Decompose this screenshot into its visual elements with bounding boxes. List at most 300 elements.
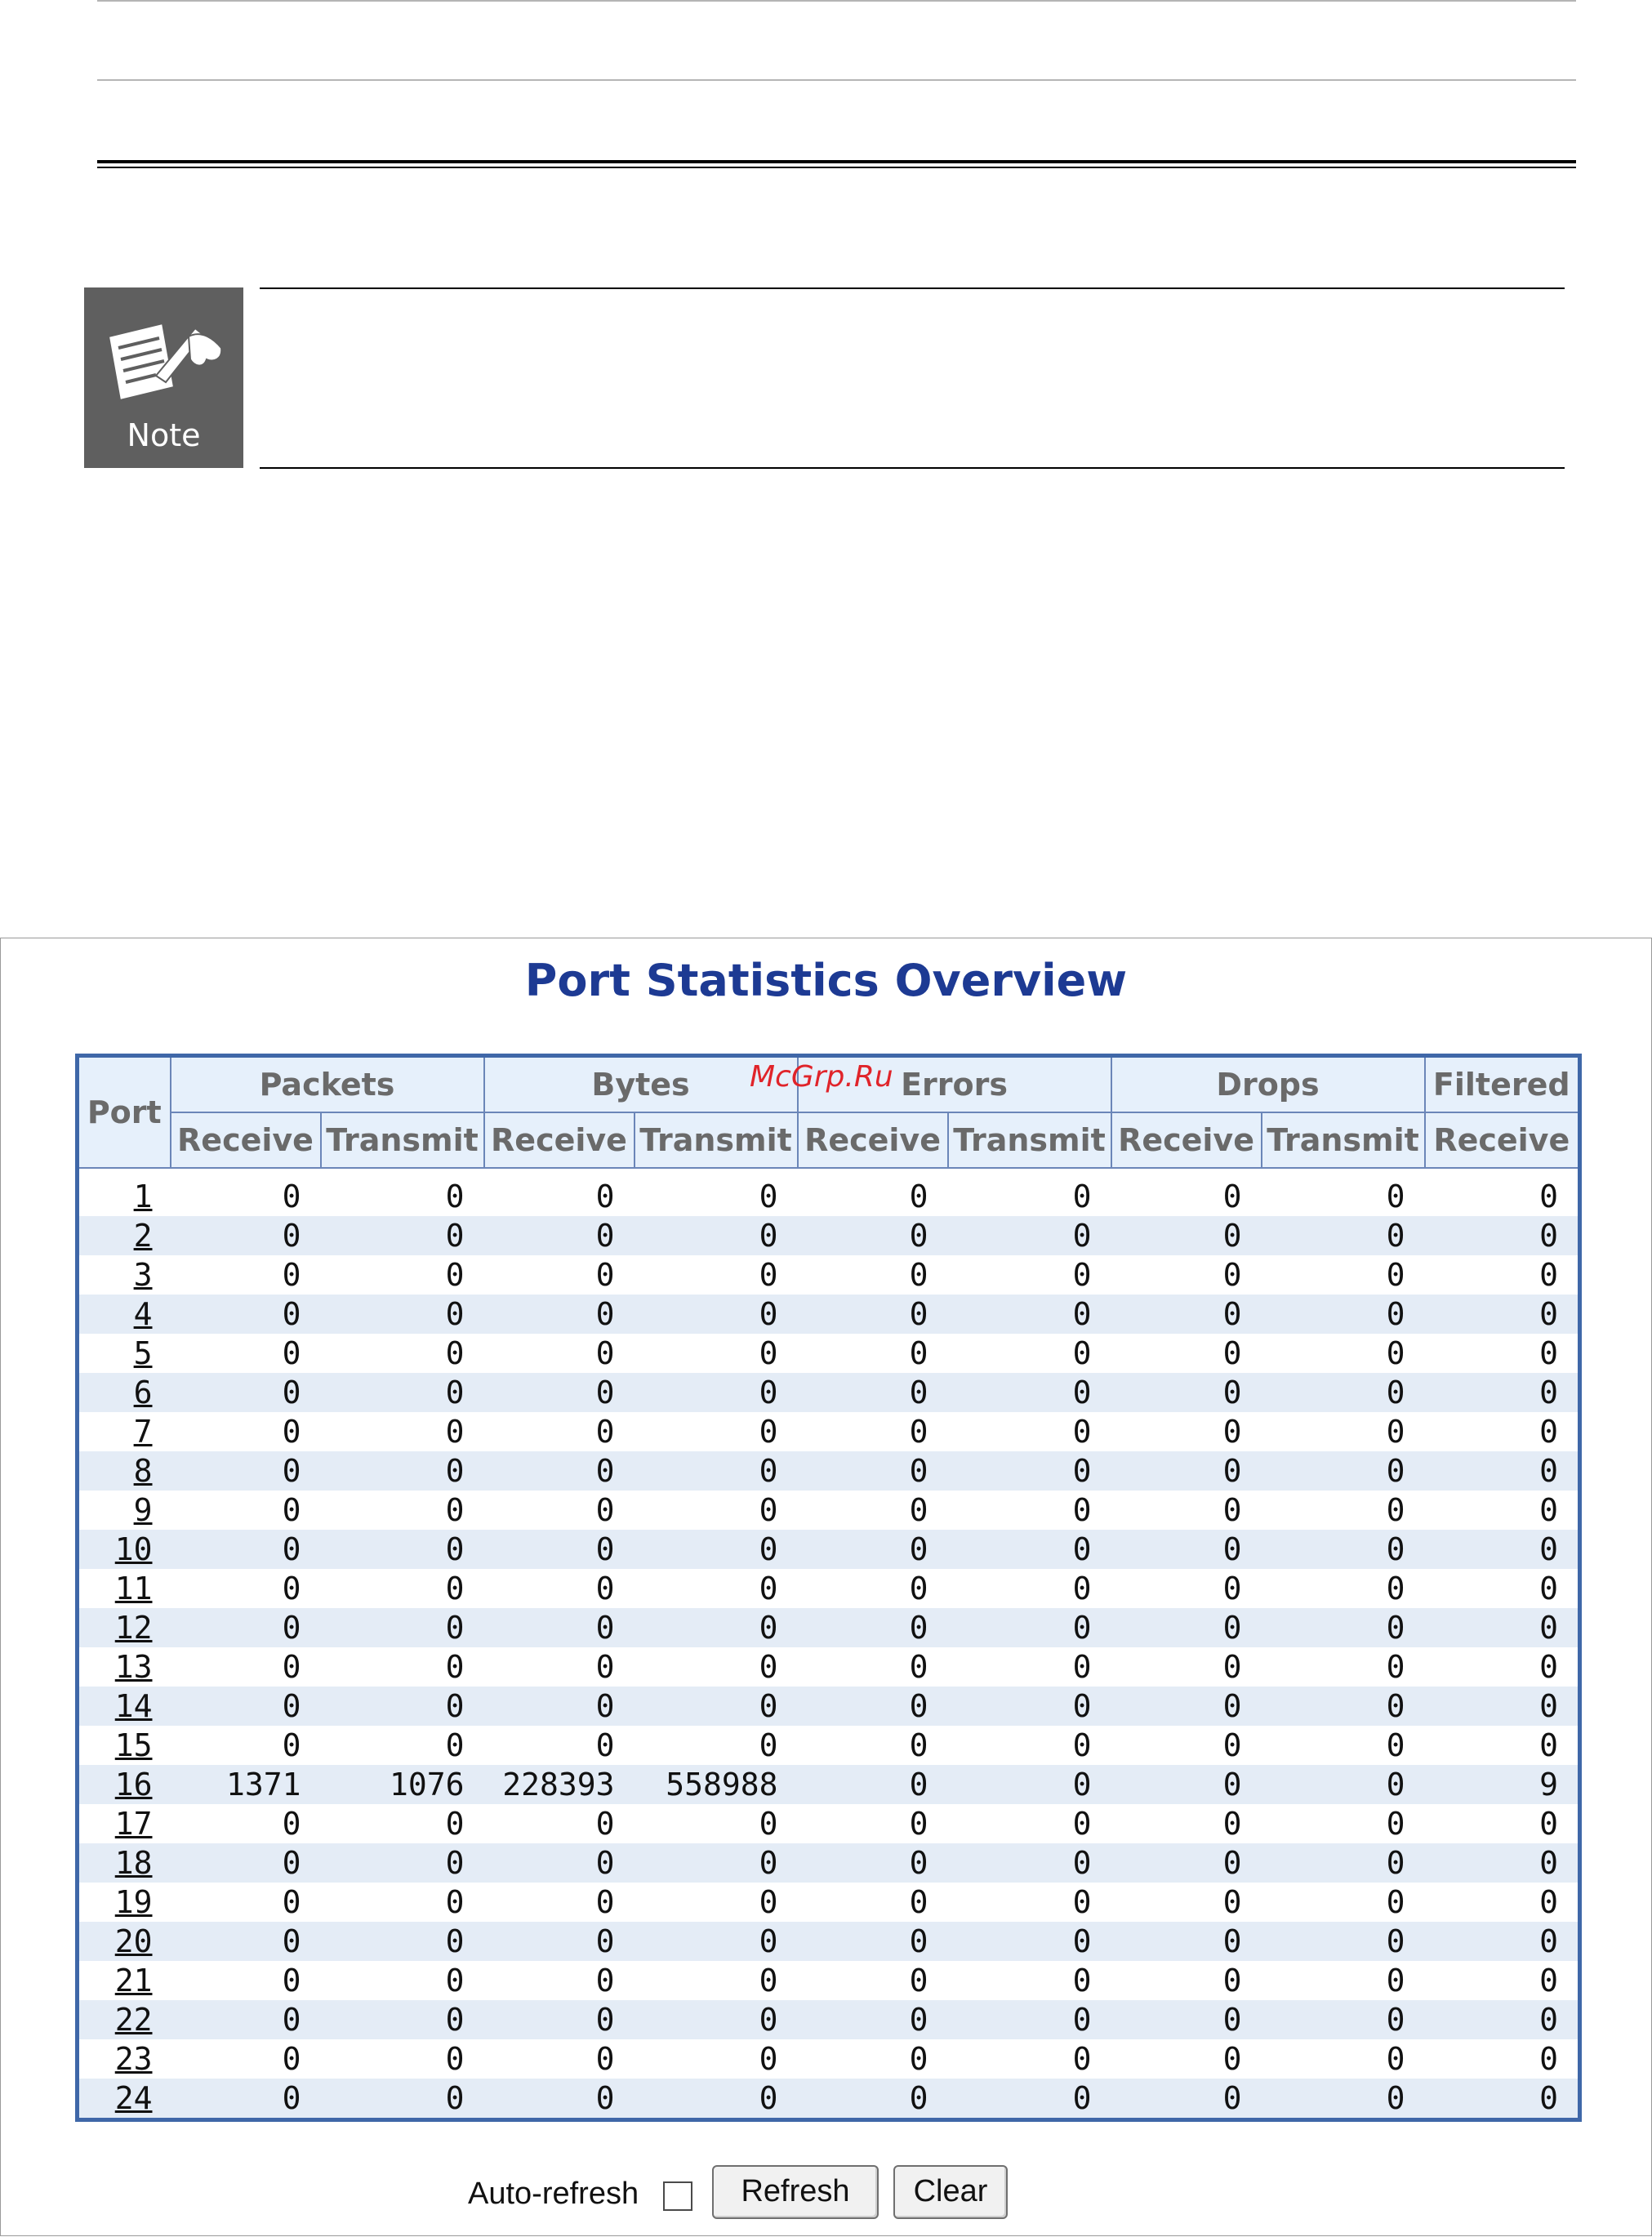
port-link[interactable]: 8 xyxy=(133,1453,153,1489)
top-divider xyxy=(97,0,1576,2)
stat-cell: 0 xyxy=(948,1451,1111,1491)
sub-header: Transmit xyxy=(321,1112,484,1168)
port-link[interactable]: 3 xyxy=(133,1257,153,1293)
stat-cell: 0 xyxy=(1386,1492,1405,1528)
table-row xyxy=(78,1726,1580,1765)
port-cell xyxy=(78,2079,171,2120)
stat-cell: 0 xyxy=(445,1335,465,1371)
stat-cell: 0 xyxy=(798,1451,948,1491)
mid-divider xyxy=(97,79,1576,81)
table-row xyxy=(78,1608,1580,1647)
stat-cell: 0 xyxy=(1386,1963,1405,1999)
stat-cell: 0 xyxy=(1386,1414,1405,1450)
stat-cell: 0 xyxy=(171,1295,321,1334)
stat-cell: 0 xyxy=(798,1216,948,1255)
port-link[interactable]: 11 xyxy=(114,1571,153,1606)
stat-cell: 0 xyxy=(635,1843,798,1883)
table-row xyxy=(78,1412,1580,1451)
port-cell xyxy=(78,1491,171,1530)
stat-cell: 0 xyxy=(1222,1257,1242,1293)
stat-cell: 0 xyxy=(595,1492,615,1528)
stat-cell: 0 xyxy=(1386,1571,1405,1606)
stat-cell: 0 xyxy=(1425,2079,1580,2120)
group-header: Drops xyxy=(1111,1056,1425,1113)
stat-cell: 0 xyxy=(595,1179,615,1214)
stat-cell: 0 xyxy=(1262,2000,1425,2039)
stat-cell: 0 xyxy=(909,1335,928,1371)
port-link[interactable]: 18 xyxy=(114,1845,153,1881)
stat-cell: 0 xyxy=(948,1608,1111,1647)
stat-cell: 0 xyxy=(1425,1530,1580,1569)
stat-cell: 0 xyxy=(321,1843,484,1883)
stat-cell: 0 xyxy=(1111,1843,1262,1883)
stat-cell: 0 xyxy=(948,1530,1111,1569)
stat-cell: 0 xyxy=(1539,1963,1559,1999)
port-cell xyxy=(78,1569,171,1608)
stat-cell: 0 xyxy=(1539,1335,1559,1371)
stat-cell: 0 xyxy=(635,2000,798,2039)
stat-cell: 0 xyxy=(798,1608,948,1647)
stat-cell: 0 xyxy=(759,1963,778,1999)
port-link[interactable]: 22 xyxy=(114,2002,153,2038)
stat-cell: 0 xyxy=(171,1373,321,1412)
stat-cell: 0 xyxy=(282,1179,301,1214)
port-cell xyxy=(78,1255,171,1295)
auto-refresh-checkbox[interactable] xyxy=(663,2181,692,2211)
table-row xyxy=(78,1961,1580,2000)
port-link[interactable]: 2 xyxy=(133,1218,153,1254)
stat-cell: 0 xyxy=(484,1843,635,1883)
port-link[interactable]: 17 xyxy=(114,1806,153,1842)
stat-cell: 0 xyxy=(948,1922,1111,1961)
stat-cell: 0 xyxy=(484,1608,635,1647)
port-link[interactable]: 13 xyxy=(114,1649,153,1685)
port-cell xyxy=(78,1334,171,1373)
stat-cell: 0 xyxy=(909,1963,928,1999)
stat-cell: 0 xyxy=(1539,1571,1559,1606)
stat-cell: 0 xyxy=(759,1806,778,1842)
watermark: McGrp.Ru xyxy=(750,1060,893,1094)
stat-cell: 0 xyxy=(445,1179,465,1214)
group-header: Errors xyxy=(798,1056,1111,1113)
stat-cell: 0 xyxy=(1539,1727,1559,1763)
port-cell xyxy=(78,1843,171,1883)
stat-cell: 0 xyxy=(798,2079,948,2120)
stat-cell: 0 xyxy=(1072,2041,1092,2077)
stat-cell: 0 xyxy=(321,1922,484,1961)
note-bottom-line xyxy=(260,467,1565,469)
stat-cell: 0 xyxy=(1222,1727,1242,1763)
stat-cell: 0 xyxy=(759,1492,778,1528)
port-cell xyxy=(78,1216,171,1255)
stat-cell: 0 xyxy=(1539,1414,1559,1450)
stat-cell: 0 xyxy=(759,2041,778,2077)
port-cell xyxy=(78,1961,171,2000)
stat-cell: 0 xyxy=(1262,1843,1425,1883)
table-row xyxy=(78,1491,1580,1530)
port-link[interactable]: 16 xyxy=(114,1767,153,1803)
stat-cell: 0 xyxy=(282,1649,301,1685)
stat-cell: 0 xyxy=(1262,1216,1425,1255)
stat-cell: 0 xyxy=(1222,1649,1242,1685)
stat-cell: 0 xyxy=(909,1727,928,1763)
stat-cell: 0 xyxy=(635,1687,798,1726)
port-link[interactable]: 14 xyxy=(114,1688,153,1724)
stat-cell: 0 xyxy=(635,1216,798,1255)
table-row xyxy=(78,1883,1580,1922)
table-row xyxy=(78,1687,1580,1726)
port-cell xyxy=(78,1608,171,1647)
stat-cell: 0 xyxy=(1111,1530,1262,1569)
stat-cell: 0 xyxy=(1425,1687,1580,1726)
port-statistics-table xyxy=(75,1054,1582,2122)
stat-cell: 0 xyxy=(1262,1765,1425,1804)
stat-cell: 0 xyxy=(1222,1414,1242,1450)
stat-cell: 0 xyxy=(1425,1922,1580,1961)
stat-cell: 0 xyxy=(171,1216,321,1255)
stat-cell: 0 xyxy=(484,1687,635,1726)
port-cell xyxy=(78,1373,171,1412)
port-cell xyxy=(78,1168,171,1216)
stat-cell: 0 xyxy=(321,1608,484,1647)
stat-cell: 0 xyxy=(635,1451,798,1491)
stat-cell: 0 xyxy=(445,1963,465,1999)
stat-cell: 0 xyxy=(1539,1649,1559,1685)
sub-header: Transmit xyxy=(1262,1112,1425,1168)
stat-cell: 0 xyxy=(282,1727,301,1763)
stat-cell: 0 xyxy=(282,2041,301,2077)
stat-cell: 0 xyxy=(1222,1492,1242,1528)
port-link[interactable]: 7 xyxy=(133,1414,153,1450)
stat-cell: 0 xyxy=(484,1451,635,1491)
table-row xyxy=(78,2000,1580,2039)
port-link[interactable]: 10 xyxy=(114,1531,153,1567)
stat-cell: 0 xyxy=(484,1922,635,1961)
sub-header: Transmit xyxy=(635,1112,798,1168)
stat-cell: 0 xyxy=(1222,1806,1242,1842)
stat-cell: 0 xyxy=(1262,1451,1425,1491)
table-row xyxy=(78,1295,1580,1334)
stat-cell: 0 xyxy=(1222,1884,1242,1920)
stat-cell: 0 xyxy=(595,1963,615,1999)
table-row xyxy=(78,1647,1580,1687)
stat-cell: 1076 xyxy=(321,1765,484,1804)
stat-cell: 0 xyxy=(321,1451,484,1491)
stat-cell: 0 xyxy=(1111,1216,1262,1255)
stat-cell: 0 xyxy=(1386,1806,1405,1842)
port-cell xyxy=(78,2039,171,2079)
stat-cell: 0 xyxy=(909,1179,928,1214)
stat-cell: 0 xyxy=(282,1806,301,1842)
stat-cell: 0 xyxy=(759,1649,778,1685)
stat-cell: 0 xyxy=(635,1530,798,1569)
stat-cell: 0 xyxy=(798,1922,948,1961)
port-cell xyxy=(78,1295,171,1334)
port-cell xyxy=(78,1451,171,1491)
port-cell xyxy=(78,1804,171,1843)
stat-cell: 0 xyxy=(595,1257,615,1293)
stat-cell: 0 xyxy=(798,1687,948,1726)
stat-cell: 0 xyxy=(1111,2079,1262,2120)
stat-cell: 0 xyxy=(759,1335,778,1371)
stat-cell: 0 xyxy=(484,1295,635,1334)
stat-cell: 0 xyxy=(948,1765,1111,1804)
table-row xyxy=(78,2079,1580,2120)
stat-cell: 0 xyxy=(484,1530,635,1569)
stat-cell: 0 xyxy=(282,1335,301,1371)
stat-cell: 0 xyxy=(759,1414,778,1450)
stat-cell: 0 xyxy=(445,1492,465,1528)
stat-cell: 0 xyxy=(1425,1216,1580,1255)
stat-cell: 0 xyxy=(595,1806,615,1842)
stat-cell: 0 xyxy=(1072,1492,1092,1528)
stat-cell: 0 xyxy=(171,1530,321,1569)
stat-cell: 0 xyxy=(1111,1608,1262,1647)
port-cell xyxy=(78,1765,171,1804)
stat-cell: 0 xyxy=(1072,1649,1092,1685)
stat-cell: 0 xyxy=(595,1571,615,1606)
stat-cell: 0 xyxy=(445,1649,465,1685)
stat-cell: 0 xyxy=(1072,1179,1092,1214)
stat-cell: 0 xyxy=(171,1608,321,1647)
stat-cell: 0 xyxy=(445,1257,465,1293)
stat-cell: 0 xyxy=(321,2000,484,2039)
stat-cell: 0 xyxy=(909,1414,928,1450)
port-link[interactable]: 15 xyxy=(114,1727,153,1763)
port-link[interactable]: 6 xyxy=(133,1375,153,1410)
stat-cell: 0 xyxy=(1386,1727,1405,1763)
stat-cell: 0 xyxy=(1386,1179,1405,1214)
stat-cell: 0 xyxy=(171,1451,321,1491)
port-cell xyxy=(78,2000,171,2039)
stat-cell: 0 xyxy=(595,1335,615,1371)
stat-cell: 0 xyxy=(484,1216,635,1255)
port-link[interactable]: 24 xyxy=(114,2080,153,2116)
stat-cell: 0 xyxy=(171,1843,321,1883)
port-link[interactable]: 19 xyxy=(114,1884,153,1920)
sub-header: Receive xyxy=(1111,1112,1262,1168)
table-row xyxy=(78,1373,1580,1412)
port-cell xyxy=(78,1726,171,1765)
note-writing-icon xyxy=(99,312,229,410)
stat-cell: 0 xyxy=(321,1373,484,1412)
stat-cell: 0 xyxy=(595,1727,615,1763)
stat-cell: 0 xyxy=(1072,1335,1092,1371)
note-box xyxy=(84,287,243,468)
group-header: Filtered xyxy=(1425,1056,1580,1113)
stat-cell: 0 xyxy=(1262,1530,1425,1569)
table-row xyxy=(78,1569,1580,1608)
table-row xyxy=(78,1765,1580,1804)
stat-cell: 0 xyxy=(1539,1179,1559,1214)
stat-cell: 0 xyxy=(909,1492,928,1528)
stat-cell: 0 xyxy=(1539,2041,1559,2077)
port-link[interactable]: 9 xyxy=(133,1492,153,1528)
table-row xyxy=(78,1216,1580,1255)
stat-cell: 0 xyxy=(445,1571,465,1606)
table-row xyxy=(78,1843,1580,1883)
port-cell xyxy=(78,1883,171,1922)
refresh-button[interactable]: Refresh xyxy=(712,2165,879,2219)
stat-cell: 0 xyxy=(798,1765,948,1804)
stat-cell: 0 xyxy=(1262,1608,1425,1647)
stat-cell: 0 xyxy=(1111,1922,1262,1961)
stat-cell: 0 xyxy=(1072,1257,1092,1293)
stat-cell: 0 xyxy=(321,1530,484,1569)
stat-cell: 0 xyxy=(1539,1806,1559,1842)
port-link[interactable]: 20 xyxy=(114,1923,153,1959)
stat-cell: 0 xyxy=(282,1571,301,1606)
stat-cell: 0 xyxy=(909,1257,928,1293)
table-row xyxy=(78,1530,1580,1569)
stat-cell: 0 xyxy=(759,1179,778,1214)
stat-cell: 0 xyxy=(1425,1451,1580,1491)
stat-cell: 0 xyxy=(282,1414,301,1450)
stat-cell: 0 xyxy=(484,2000,635,2039)
table-row xyxy=(78,1168,1580,1216)
port-link[interactable]: 21 xyxy=(114,1963,153,1999)
stat-cell: 0 xyxy=(635,1922,798,1961)
port-cell xyxy=(78,1647,171,1687)
stat-cell: 0 xyxy=(321,1295,484,1334)
stat-cell: 0 xyxy=(909,1571,928,1606)
stat-cell: 0 xyxy=(909,1649,928,1685)
stat-cell: 0 xyxy=(1262,1295,1425,1334)
stat-cell: 0 xyxy=(1262,1373,1425,1412)
port-link[interactable]: 12 xyxy=(114,1610,153,1646)
stat-cell: 0 xyxy=(445,1727,465,1763)
stat-cell: 0 xyxy=(1386,1257,1405,1293)
stat-cell: 0 xyxy=(1425,1373,1580,1412)
stat-cell: 0 xyxy=(1111,1765,1262,1804)
stat-cell: 0 xyxy=(909,1884,928,1920)
port-link[interactable]: 23 xyxy=(114,2041,153,2077)
stat-cell: 0 xyxy=(171,2000,321,2039)
stat-cell: 0 xyxy=(595,2041,615,2077)
stat-cell: 0 xyxy=(1072,1806,1092,1842)
stat-cell: 0 xyxy=(1222,1335,1242,1371)
stat-cell: 0 xyxy=(1425,1843,1580,1883)
port-link[interactable]: 1 xyxy=(133,1179,153,1214)
stat-cell: 0 xyxy=(1111,1295,1262,1334)
stat-cell: 0 xyxy=(1386,1649,1405,1685)
section-divider xyxy=(97,160,1576,168)
stat-cell: 0 xyxy=(595,1414,615,1450)
stat-cell: 0 xyxy=(948,1216,1111,1255)
stat-cell: 0 xyxy=(1425,1295,1580,1334)
stat-cell: 0 xyxy=(759,1257,778,1293)
group-header: Bytes xyxy=(484,1056,798,1113)
stat-cell: 0 xyxy=(595,1649,615,1685)
stat-cell: 0 xyxy=(948,1843,1111,1883)
stat-cell: 0 xyxy=(1111,2000,1262,2039)
stat-cell: 0 xyxy=(948,2079,1111,2120)
port-cell xyxy=(78,1412,171,1451)
stat-cell: 0 xyxy=(635,2079,798,2120)
note-top-line xyxy=(260,287,1565,289)
stat-cell: 0 xyxy=(798,1373,948,1412)
table-row xyxy=(78,1255,1580,1295)
port-statistics-panel xyxy=(0,938,1652,2236)
stat-cell: 0 xyxy=(798,1295,948,1334)
stat-cell: 0 xyxy=(595,1884,615,1920)
stat-cell: 0 xyxy=(484,1373,635,1412)
port-header: Port xyxy=(78,1056,171,1169)
stat-cell: 0 xyxy=(1111,1373,1262,1412)
table-row xyxy=(78,1334,1580,1373)
clear-button[interactable]: Clear xyxy=(893,2165,1008,2219)
stat-cell: 0 xyxy=(759,1571,778,1606)
sub-header: Receive xyxy=(484,1112,635,1168)
stat-cell: 0 xyxy=(1222,1179,1242,1214)
stat-cell: 0 xyxy=(798,2000,948,2039)
table-row xyxy=(78,1922,1580,1961)
stat-cell: 0 xyxy=(1072,1727,1092,1763)
stat-cell: 0 xyxy=(1222,1571,1242,1606)
table-row xyxy=(78,1451,1580,1491)
sub-header: Receive xyxy=(171,1112,321,1168)
stat-cell: 0 xyxy=(948,1687,1111,1726)
sub-header: Receive xyxy=(1425,1112,1580,1168)
stat-cell: 0 xyxy=(171,1922,321,1961)
sub-header: Transmit xyxy=(948,1112,1111,1168)
table-body xyxy=(78,1168,1580,2120)
page-title: Port Statistics Overview xyxy=(524,955,1128,1006)
stat-cell: 1371 xyxy=(171,1765,321,1804)
stat-cell: 0 xyxy=(484,2079,635,2120)
port-link[interactable]: 4 xyxy=(133,1296,153,1332)
stat-cell: 0 xyxy=(1425,2000,1580,2039)
table-row xyxy=(78,2039,1580,2079)
stat-cell: 0 xyxy=(1222,2041,1242,2077)
table-row xyxy=(78,1804,1580,1843)
stat-cell: 0 xyxy=(1386,1884,1405,1920)
stat-cell: 0 xyxy=(1425,1608,1580,1647)
stat-cell: 0 xyxy=(1072,1963,1092,1999)
stat-cell: 0 xyxy=(282,1492,301,1528)
stat-cell: 0 xyxy=(1539,1257,1559,1293)
stat-cell: 0 xyxy=(1072,1571,1092,1606)
stat-cell: 0 xyxy=(282,1884,301,1920)
stat-cell: 0 xyxy=(948,1373,1111,1412)
stat-cell: 0 xyxy=(759,1884,778,1920)
sub-header: Receive xyxy=(798,1112,948,1168)
stat-cell: 9 xyxy=(1425,1765,1580,1804)
stat-cell: 228393 xyxy=(484,1765,635,1804)
stat-cell: 0 xyxy=(445,2041,465,2077)
group-header: Packets xyxy=(171,1056,484,1113)
stat-cell: 0 xyxy=(1111,1451,1262,1491)
port-cell xyxy=(78,1922,171,1961)
stat-cell: 0 xyxy=(321,1687,484,1726)
stat-cell: 0 xyxy=(798,1843,948,1883)
stat-cell: 0 xyxy=(1072,1884,1092,1920)
stat-cell: 0 xyxy=(909,2041,928,2077)
stat-cell: 0 xyxy=(1111,1687,1262,1726)
stat-cell: 0 xyxy=(909,1806,928,1842)
controls-bar xyxy=(1,2162,1651,2219)
stat-cell: 0 xyxy=(759,1727,778,1763)
stat-cell: 0 xyxy=(1262,2079,1425,2120)
stat-cell: 0 xyxy=(445,1414,465,1450)
stat-cell: 0 xyxy=(1262,1922,1425,1961)
port-link[interactable]: 5 xyxy=(133,1335,153,1371)
stat-cell: 0 xyxy=(635,1373,798,1412)
stat-cell: 0 xyxy=(282,1963,301,1999)
stat-cell: 0 xyxy=(1222,1963,1242,1999)
stat-cell: 0 xyxy=(1072,1414,1092,1450)
stat-cell: 0 xyxy=(282,1257,301,1293)
